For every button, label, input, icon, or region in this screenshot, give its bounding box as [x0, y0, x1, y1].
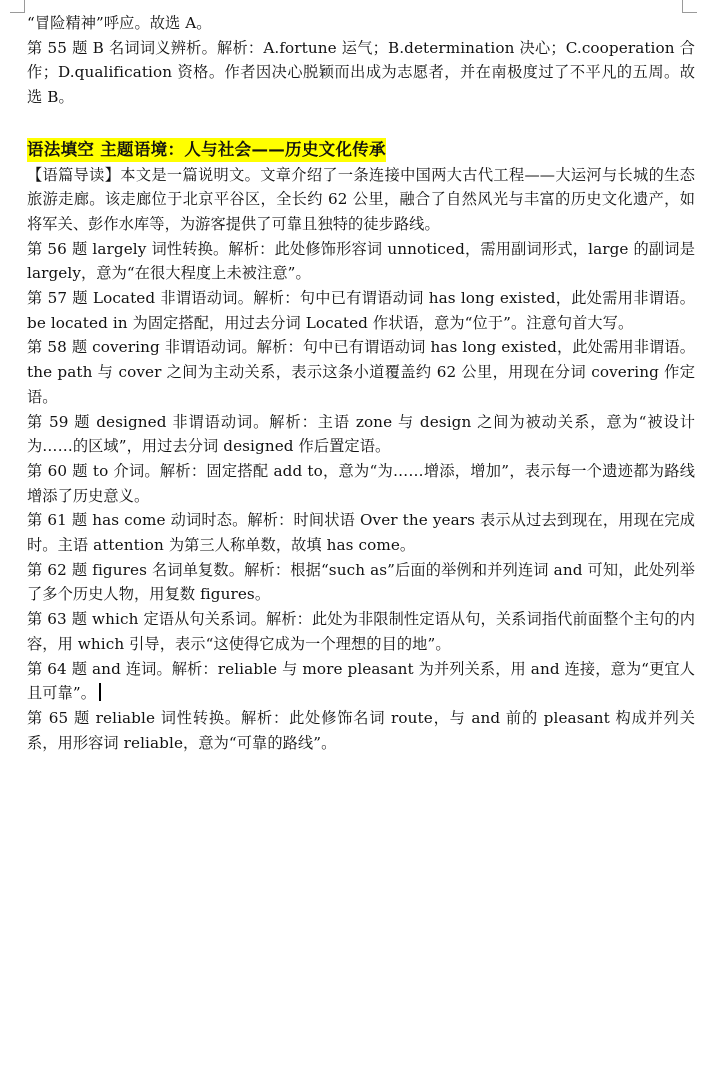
- answer-61: 第 61 题 has come 动词时态。解析：时间状语 Over the years 表示从过去到现在，用现在完成时。主语 attention 为第三人称单数，故填 has come。: [27, 511, 695, 555]
- paragraph: 第 55 题 B 名词词义辨析。解析：A.fortune 运气；B.determination 决心；C.cooperation 合作；D.qualification 资格。作者因决心脱颖而出成为志愿者，并在南极度过了不平凡的五周。故选 B。: [27, 38, 695, 107]
- answer-64-line: [27, 657, 695, 706]
- paragraph: “冒险精神”呼应。故选 A。: [27, 14, 212, 32]
- blank-line: [27, 110, 695, 134]
- answer-59: 第 59 题 designed 非谓语动词。解析：主语 zone 与 design 之间为被动关系，意为“被设计为……的区域”，用过去分词 designed 作后置定语。: [27, 412, 695, 456]
- answer-63: 第 63 题 which 定语从句关系词。解析：此处为非限制性定语从句，关系词指代前面整个主句的内容，用 which 引导，表示“这使得它成为一个理想的目的地”。: [27, 610, 695, 653]
- page-corner-mark-left: [10, 0, 25, 13]
- answer-64: 第 64 题 and 连词。解析：reliable 与 more pleasant 为并列关系，用 and 连接，意为“更宜人且可靠”。: [27, 659, 695, 703]
- answer-57: 第 57 题 Located 非谓语动词。解析：句中已有谓语动词 has long existed，此处需用非谓语。be located in 为固定搭配，用过去分词 Located 作状语，意为“位于”。注意句首大写。: [27, 289, 695, 332]
- answer-58: 第 58 题 covering 非谓语动词。解析：句中已有谓语动词 has long existed，此处需用非谓语。the path 与 cover 之间为主动关系，表示这条小道覆盖约 62 公里，用现在分词 covering 作定语。: [27, 338, 695, 406]
- answer-60: 第 60 题 to 介词。解析：固定搭配 add to，意为“为……增添，增加”，表示每一个遗迹都为路线增添了历史意义。: [27, 461, 695, 505]
- section-heading-line: [27, 134, 695, 163]
- answer-62: 第 62 题 figures 名词单复数。解析：根据“such as”后面的举例和并列连词 and 可知，此处列举了多个历史人物，用复数 figures。: [27, 560, 695, 604]
- answer-56: 第 56 题 largely 词性转换。解析：此处修饰形容词 unnoticed，需用副词形式，large 的副词是 largely，意为“在很大程度上未被注意”。: [27, 239, 695, 283]
- passage-intro: 【语篇导读】本文是一篇说明文。文章介绍了一条连接中国两大古代工程——大运河与长城的生态旅游走廊。该走廊位于北京平谷区，全长约 62 公里，融合了自然风光与丰富的历史文化遗产，如将军关、彭作水库等，为游客提供了可靠且独特的徒步路线。: [27, 165, 695, 233]
- document-body[interactable]: [27, 11, 695, 755]
- text-cursor: [99, 683, 101, 701]
- section-heading: 语法填空 主题语境：人与社会——历史文化传承: [27, 138, 386, 162]
- answer-65: 第 65 题 reliable 词性转换。解析：此处修饰名词 route，与 and 前的 pleasant 构成并列关系，用形容词 reliable，意为“可靠的路线”。: [27, 708, 695, 752]
